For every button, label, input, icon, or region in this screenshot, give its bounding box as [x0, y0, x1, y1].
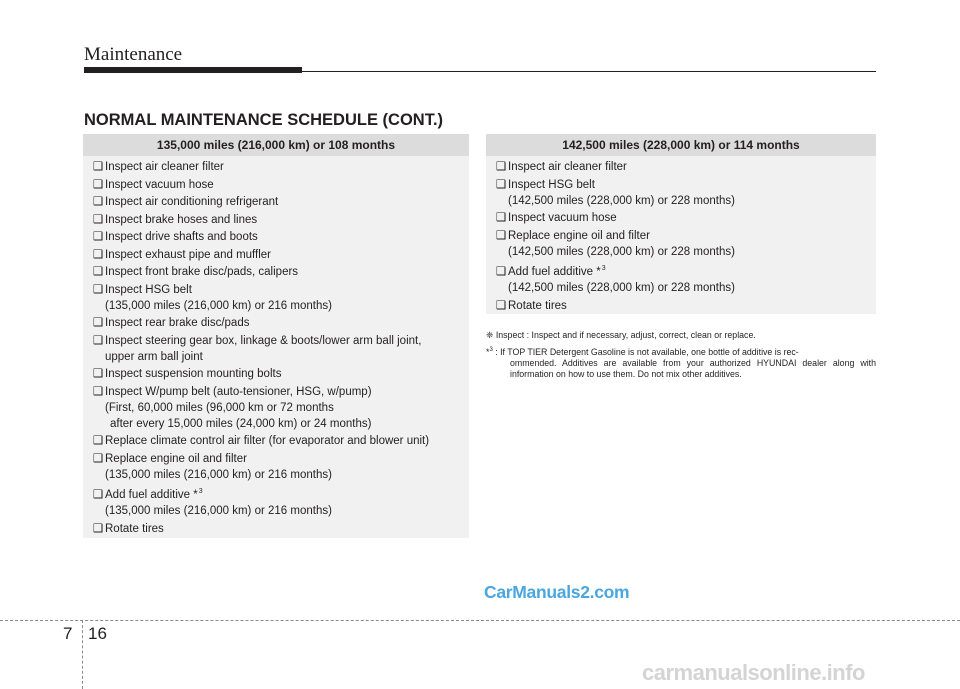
checklist-item-label: Inspect rear brake disc/pads: [105, 317, 250, 329]
checkbox-icon: ❑: [93, 317, 104, 329]
checklist-item: [93, 177, 461, 193]
checklist-item-label: Replace engine oil and filter: [508, 229, 650, 242]
footnote-ref: 3: [601, 265, 606, 272]
checklist-item-label: Inspect HSG belt: [105, 283, 192, 296]
checkbox-icon: ❑: [93, 435, 104, 447]
right-schedule-panel: [486, 134, 876, 314]
checklist-item-detail: upper arm ball joint: [105, 350, 203, 363]
checklist-item: [93, 264, 461, 280]
checklist-item: [93, 451, 461, 483]
header-title: Maintenance: [84, 44, 183, 65]
checklist-item: [93, 484, 461, 519]
checkbox-icon: ❑: [93, 283, 104, 296]
checkbox-icon: ❑: [93, 161, 104, 173]
checklist-item-label: Replace engine oil and filter: [105, 452, 247, 465]
checkbox-icon: ❑: [496, 266, 507, 278]
checkbox-icon: ❑: [93, 385, 104, 398]
checklist-item-label: Inspect air cleaner filter: [105, 161, 224, 173]
checkbox-icon: ❑: [93, 522, 104, 535]
checklist-item: [93, 229, 461, 245]
checklist-item-label: Inspect drive shafts and boots: [105, 231, 258, 243]
checklist-item-detail: (142,500 miles (228,000 km) or 228 months): [508, 194, 735, 207]
footnote-rest: ommended. Additives are available from your authorized HYUNDAI dealer along with information on how to use them. Do not mix other additives.: [510, 357, 876, 380]
checklist-item-detail: after every 15,000 miles (24,000 km) or 24 months): [110, 417, 372, 430]
checkbox-icon: ❑: [93, 368, 104, 380]
checklist-item-label: Rotate tires: [105, 522, 164, 535]
right-panel-list: [486, 156, 876, 321]
checklist-item-label: Inspect W/pump belt (auto-tensioner, HSG, w/pump): [105, 385, 372, 398]
checklist-item-label: Add fuel additive *: [105, 489, 198, 501]
checklist-item: [93, 384, 461, 432]
checklist-item-label: Inspect brake hoses and lines: [105, 213, 258, 226]
checklist-item: [93, 333, 461, 365]
checklist-item: [93, 366, 461, 382]
left-panel-heading: 135,000 miles (216,000 km) or 108 months: [83, 134, 469, 156]
checklist-item-label: Inspect steering gear box, linkage & boots/lower arm ball joint,: [105, 334, 422, 347]
checklist-item: [93, 282, 461, 314]
checklist-item: [93, 194, 461, 210]
footer-rule: [0, 620, 960, 621]
footnote-lead: : If TOP TIER Detergent Gasoline is not available, one bottle of additive is rec-: [492, 346, 799, 357]
checklist-item-label: Inspect vacuum hose: [508, 212, 617, 224]
footnote-sup: 3: [489, 346, 493, 353]
checklist-item-detail: (135,000 miles (216,000 km) or 216 months): [105, 468, 332, 481]
checklist-item-label: Replace climate control air filter (for evaporator and blower unit): [105, 435, 430, 447]
checklist-item-label: Inspect front brake disc/pads, calipers: [105, 266, 299, 278]
checkbox-icon: ❑: [496, 178, 507, 191]
footer-divider: [82, 620, 83, 689]
checkbox-icon: ❑: [496, 229, 507, 242]
checkbox-icon: ❑: [93, 452, 104, 465]
checkbox-icon: ❑: [93, 231, 104, 243]
checklist-item-label: Inspect exhaust pipe and muffler: [105, 248, 272, 261]
section-title: NORMAL MAINTENANCE SCHEDULE (CONT.): [84, 111, 444, 129]
checklist-item: [496, 177, 868, 209]
checkbox-icon: ❑: [93, 213, 104, 226]
checkbox-icon: ❑: [496, 161, 507, 173]
checklist-item-label: Inspect HSG belt: [508, 178, 595, 191]
checklist-item: [93, 247, 461, 263]
checkbox-icon: ❑: [93, 266, 104, 278]
checkbox-icon: ❑: [93, 489, 104, 501]
chapter-number: 7: [63, 624, 73, 643]
checkbox-icon: ❑: [93, 196, 104, 208]
checklist-item-label: Add fuel additive *: [508, 266, 601, 278]
right-panel-heading: 142,500 miles (228,000 km) or 114 months: [486, 134, 876, 156]
fuel-additive-footnote: [486, 345, 876, 381]
checklist-item-detail: (First, 60,000 miles (96,000 km or 72 months: [105, 401, 334, 414]
checklist-item: [93, 433, 461, 449]
header-rule-thin: [302, 71, 876, 72]
checklist-item-label: Rotate tires: [508, 299, 567, 312]
checklist-item-label: Inspect vacuum hose: [105, 178, 214, 191]
checkbox-icon: ❑: [93, 178, 104, 191]
checklist-item: [496, 210, 868, 226]
checkbox-icon: ❑: [496, 212, 507, 224]
checklist-item-label: Inspect air conditioning refrigerant: [105, 196, 279, 208]
notes-block: [486, 330, 876, 384]
checklist-item: [496, 228, 868, 260]
watermark-bottom: carmanualsonline.info: [642, 660, 865, 685]
watermark-link[interactable]: CarManuals2.com: [484, 582, 630, 602]
checklist-item: [496, 261, 868, 296]
left-schedule-panel: [83, 134, 469, 538]
checkbox-icon: ❑: [93, 334, 104, 347]
footnote-ref: 3: [198, 488, 203, 495]
checklist-item-detail: (142,500 miles (228,000 km) or 228 months): [508, 245, 735, 258]
checklist-item-label: Inspect air cleaner filter: [508, 161, 627, 173]
page-number: 16: [88, 624, 107, 643]
checklist-item: [93, 159, 461, 175]
checkbox-icon: ❑: [496, 299, 507, 312]
checklist-item: [496, 298, 868, 314]
checklist-item-detail: (135,000 miles (216,000 km) or 216 months): [105, 299, 332, 312]
header-rule-thick: [84, 67, 302, 73]
checklist-item: [93, 521, 461, 537]
checklist-item-detail: (135,000 miles (216,000 km) or 216 months): [105, 505, 332, 517]
checkbox-icon: ❑: [93, 248, 104, 261]
inspect-note: ❈ Inspect : Inspect and if necessary, adjust, correct, clean or replace.: [486, 330, 756, 340]
checklist-item: [93, 212, 461, 228]
footnote-mark: *: [486, 346, 490, 357]
checklist-item-detail: (142,500 miles (228,000 km) or 228 months): [508, 282, 735, 294]
checklist-item: [93, 315, 461, 331]
checklist-item-label: Inspect suspension mounting bolts: [105, 368, 282, 380]
left-panel-list: [83, 156, 469, 544]
checklist-item: [496, 159, 868, 175]
